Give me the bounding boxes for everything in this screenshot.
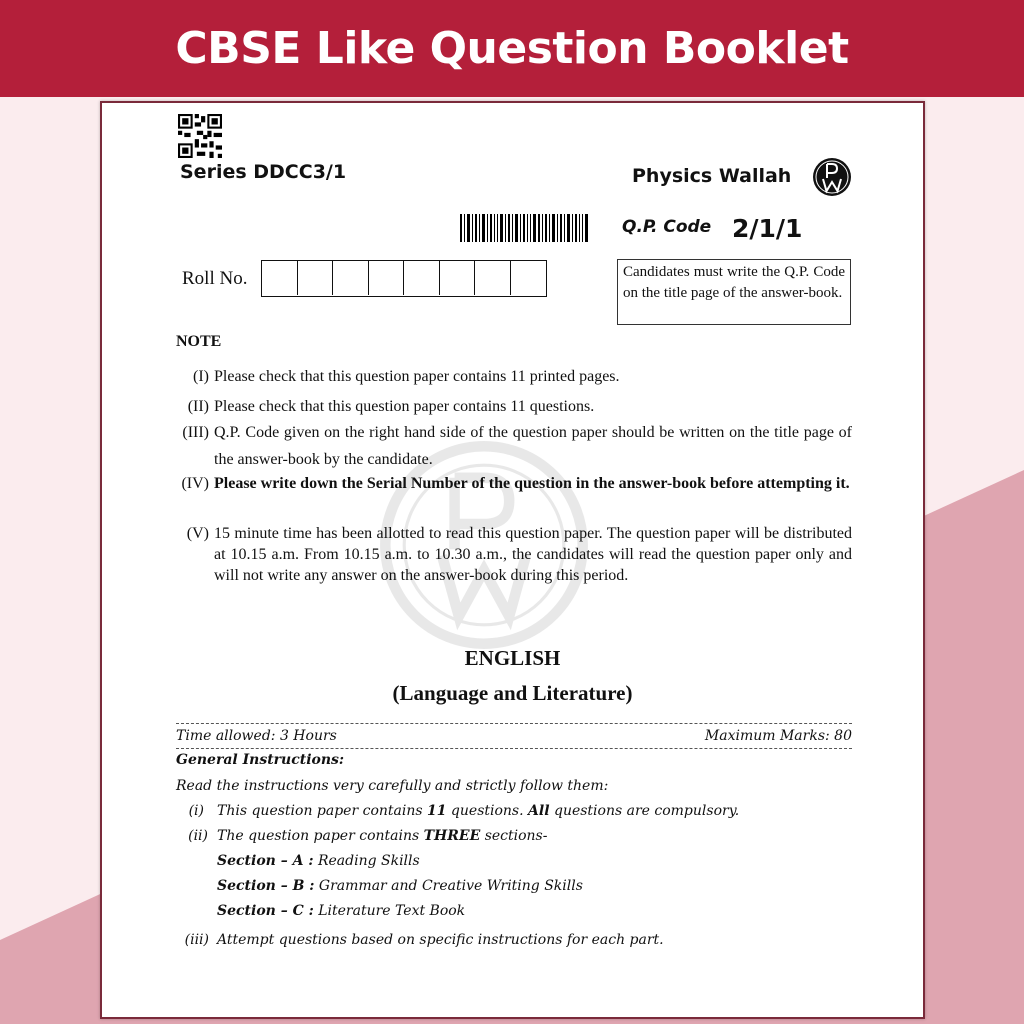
divider-top — [176, 723, 852, 724]
instruction-emphasis: THREE — [423, 828, 481, 844]
section-row — [217, 878, 583, 894]
section-name: Grammar and Creative Writing Skills — [318, 878, 583, 894]
instruction-emphasis: 11 — [427, 803, 447, 819]
brand-name: Physics Wallah — [632, 165, 792, 187]
note-item-number: (III) — [182, 424, 209, 441]
instruction-item — [217, 803, 739, 819]
instruction-number: (ii) — [188, 828, 208, 844]
qr-code-icon — [178, 114, 222, 158]
qp-code-value: 2/1/1 — [732, 214, 803, 243]
roll-number-box[interactable] — [298, 261, 334, 295]
note-item-number: (II) — [187, 398, 209, 415]
roll-number-box[interactable] — [262, 261, 298, 295]
section-row — [217, 903, 465, 919]
roll-number-box[interactable] — [475, 261, 511, 295]
note-item-text: Please check that this question paper contains 11 printed pages. — [214, 368, 620, 385]
note-item-text: 15 minute time has been allotted to read this question paper. The question paper will be distributed at 10.15 a.m. From 10.15 a.m. to 10.30 a.m., the candidates will read the question paper only and will not write any answer on the answer-book during this period. — [214, 525, 852, 584]
general-instructions-intro: Read the instructions very carefully and strictly follow them: — [176, 778, 609, 794]
banner — [0, 0, 1024, 97]
instruction-number: (iii) — [184, 932, 209, 948]
subject-subtitle: (Language and Literature) — [392, 681, 633, 705]
section-label: Section – B : — [217, 878, 315, 894]
exam-meta-row — [176, 728, 852, 744]
note-item-number: (IV) — [181, 475, 209, 492]
banner-title: CBSE Like Question Booklet — [175, 23, 849, 74]
instruction-text: Attempt questions based on specific instructions for each part. — [217, 932, 664, 948]
roll-number-box[interactable] — [404, 261, 440, 295]
instruction-emphasis: All — [528, 803, 550, 819]
instruction-text: The question paper contains — [217, 828, 424, 844]
note-item-text: Please write down the Serial Number of the question in the answer-book before attempting it. — [214, 475, 850, 492]
note-heading: NOTE — [176, 333, 222, 350]
qp-code-label: Q.P. Code — [622, 217, 712, 237]
section-label: Section – C : — [217, 903, 314, 919]
candidate-instruction-box: Candidates must write the Q.P. Code on the title page of the answer-book. — [617, 259, 851, 325]
series-code: Series DDCC3/1 — [180, 161, 347, 183]
roll-number-box[interactable] — [440, 261, 476, 295]
note-item-number: (V) — [186, 525, 209, 542]
roll-number-box[interactable] — [511, 261, 547, 295]
time-allowed: Time allowed: 3 Hours — [176, 728, 337, 744]
section-name: Reading Skills — [317, 853, 420, 869]
instruction-item — [217, 828, 547, 844]
maximum-marks: Maximum Marks: 80 — [704, 728, 852, 744]
divider-bottom — [176, 748, 852, 749]
general-instructions-heading: General Instructions: — [176, 752, 345, 768]
roll-number-box[interactable] — [333, 261, 369, 295]
note-item-text: Please check that this question paper contains 11 questions. — [214, 398, 595, 415]
question-paper-page — [100, 101, 925, 1019]
instruction-text: This question paper contains — [217, 803, 427, 819]
note-item-text: Q.P. Code given on the right hand side of the question paper should be written on the title page of the answer-book by the candidate. — [214, 424, 852, 468]
roll-number-label: Roll No. — [182, 268, 248, 289]
section-label: Section – A : — [217, 853, 314, 869]
instruction-text: sections- — [480, 828, 548, 844]
instruction-text: questions. — [446, 803, 529, 819]
note-item-number: (I) — [193, 368, 209, 385]
subject-title: ENGLISH — [464, 646, 561, 670]
instruction-number: (i) — [188, 803, 204, 819]
section-row — [217, 853, 420, 869]
roll-number-box[interactable] — [369, 261, 405, 295]
instruction-text: questions are compulsory. — [549, 803, 740, 819]
pw-logo-icon — [812, 157, 852, 197]
roll-number-boxes[interactable] — [261, 260, 547, 297]
section-name: Literature Text Book — [318, 903, 466, 919]
barcode-icon — [460, 214, 588, 242]
